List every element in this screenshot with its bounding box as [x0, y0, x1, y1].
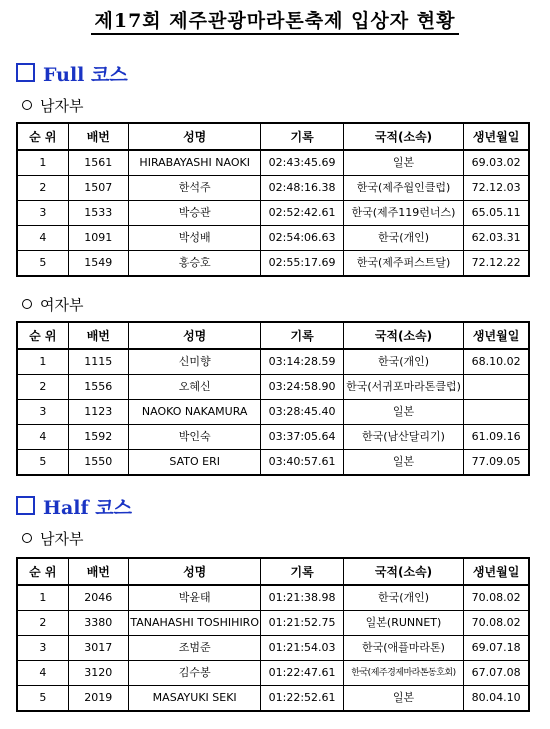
cell-birthdate: 61.09.16 — [464, 425, 529, 450]
cell-birthdate: 72.12.03 — [464, 176, 529, 201]
cell-bib: 2046 — [68, 585, 128, 611]
header-birthdate: 생년월일 — [464, 558, 529, 585]
cell-record: 01:22:52.61 — [261, 686, 343, 712]
cell-name: 신미향 — [128, 349, 261, 375]
cell-bib: 3017 — [68, 636, 128, 661]
cell-bib: 1507 — [68, 176, 128, 201]
cell-name: 오혜신 — [128, 375, 261, 400]
half-men-division: 남자부 — [22, 528, 83, 549]
cell-birthdate: 69.07.18 — [464, 636, 529, 661]
header-birthdate: 생년월일 — [464, 123, 529, 150]
cell-bib: 1091 — [68, 226, 128, 251]
half-course-heading: Half 코스 — [16, 493, 132, 520]
cell-name: 김수봉 — [128, 661, 261, 686]
header-record: 기록 — [261, 322, 343, 349]
cell-rank: 4 — [17, 661, 68, 686]
cell-name: 박승관 — [128, 201, 261, 226]
table-row — [17, 661, 529, 686]
cell-bib: 1533 — [68, 201, 128, 226]
cell-name: MASAYUKI SEKI — [128, 686, 261, 712]
header-bib: 배번 — [68, 322, 128, 349]
cell-birthdate: 77.09.05 — [464, 450, 529, 476]
table-row — [17, 226, 529, 251]
table-row — [17, 425, 529, 450]
cell-birthdate: 65.05.11 — [464, 201, 529, 226]
header-rank: 순 위 — [17, 123, 68, 150]
cell-record: 01:22:47.61 — [261, 661, 343, 686]
cell-bib: 1561 — [68, 150, 128, 176]
table-row — [17, 375, 529, 400]
cell-record: 03:40:57.61 — [261, 450, 343, 476]
full-women-division: 여자부 — [22, 294, 83, 315]
cell-nationality: 일본(RUNNET) — [343, 611, 463, 636]
cell-bib: 1115 — [68, 349, 128, 375]
cell-rank: 4 — [17, 226, 68, 251]
cell-record: 02:48:16.38 — [261, 176, 343, 201]
cell-rank: 2 — [17, 611, 68, 636]
table-row — [17, 176, 529, 201]
header-name: 성명 — [128, 322, 261, 349]
cell-nationality: 일본 — [343, 450, 463, 476]
cell-name: 박성배 — [128, 226, 261, 251]
table-row — [17, 450, 529, 476]
full-men-division: 남자부 — [22, 95, 83, 116]
cell-bib: 2019 — [68, 686, 128, 712]
table-row — [17, 611, 529, 636]
full-men-table — [16, 122, 530, 277]
cell-bib: 3380 — [68, 611, 128, 636]
cell-bib: 1550 — [68, 450, 128, 476]
cell-name: 조범준 — [128, 636, 261, 661]
checkbox-square-icon — [16, 496, 35, 515]
cell-birthdate: 67.07.08 — [464, 661, 529, 686]
header-name: 성명 — [128, 558, 261, 585]
cell-rank: 1 — [17, 150, 68, 176]
table-row — [17, 686, 529, 712]
cell-bib: 1592 — [68, 425, 128, 450]
circle-bullet-icon — [22, 533, 32, 543]
cell-nationality: 일본 — [343, 150, 463, 176]
cell-nationality: 한국(개인) — [343, 349, 463, 375]
header-record: 기록 — [261, 558, 343, 585]
half-men-table — [16, 557, 530, 712]
header-bib: 배번 — [68, 123, 128, 150]
cell-nationality: 한국(제주퍼스트달) — [343, 251, 463, 277]
cell-record: 02:54:06.63 — [261, 226, 343, 251]
circle-bullet-icon — [22, 299, 32, 309]
cell-name: 박윤태 — [128, 585, 261, 611]
header-record: 기록 — [261, 123, 343, 150]
table-row — [17, 636, 529, 661]
cell-nationality: 한국(제주월인클럽) — [343, 176, 463, 201]
cell-nationality: 한국(제주119런너스) — [343, 201, 463, 226]
cell-rank: 5 — [17, 450, 68, 476]
header-nationality: 국적(소속) — [343, 322, 463, 349]
cell-record: 01:21:52.75 — [261, 611, 343, 636]
cell-rank: 4 — [17, 425, 68, 450]
table-header-row — [17, 558, 529, 585]
cell-name: NAOKO NAKAMURA — [128, 400, 261, 425]
table-row — [17, 585, 529, 611]
cell-record: 01:21:38.98 — [261, 585, 343, 611]
cell-record: 02:52:42.61 — [261, 201, 343, 226]
circle-bullet-icon — [22, 100, 32, 110]
cell-birthdate: 72.12.22 — [464, 251, 529, 277]
cell-name: 박인숙 — [128, 425, 261, 450]
cell-record: 02:55:17.69 — [261, 251, 343, 277]
cell-rank: 3 — [17, 201, 68, 226]
header-birthdate: 생년월일 — [464, 322, 529, 349]
page-title: 제17회 제주관광마라톤축제 입상자 현황 — [0, 6, 550, 33]
checkbox-square-icon — [16, 63, 35, 82]
cell-record: 03:37:05.64 — [261, 425, 343, 450]
cell-record: 03:24:58.90 — [261, 375, 343, 400]
cell-name: 홍승호 — [128, 251, 261, 277]
cell-record: 02:43:45.69 — [261, 150, 343, 176]
cell-name: 한석주 — [128, 176, 261, 201]
cell-birthdate — [464, 400, 529, 425]
cell-record: 03:28:45.40 — [261, 400, 343, 425]
table-header-row — [17, 322, 529, 349]
cell-bib: 1549 — [68, 251, 128, 277]
header-nationality: 국적(소속) — [343, 558, 463, 585]
cell-bib: 1123 — [68, 400, 128, 425]
cell-rank: 2 — [17, 176, 68, 201]
header-rank: 순 위 — [17, 558, 68, 585]
full-women-table — [16, 321, 530, 476]
cell-nationality: 일본 — [343, 686, 463, 712]
cell-name: HIRABAYASHI NAOKI — [128, 150, 261, 176]
cell-birthdate — [464, 375, 529, 400]
cell-nationality: 한국(서귀포마라톤클럽) — [343, 375, 463, 400]
cell-bib: 3120 — [68, 661, 128, 686]
cell-birthdate: 69.03.02 — [464, 150, 529, 176]
cell-nationality: 한국(남산달리기) — [343, 425, 463, 450]
cell-nationality: 일본 — [343, 400, 463, 425]
cell-rank: 3 — [17, 400, 68, 425]
cell-rank: 3 — [17, 636, 68, 661]
cell-name: TANAHASHI TOSHIHIRO — [128, 611, 261, 636]
full-course-heading: Full 코스 — [16, 60, 128, 87]
cell-name: SATO ERI — [128, 450, 261, 476]
cell-rank: 5 — [17, 251, 68, 277]
table-row — [17, 400, 529, 425]
cell-birthdate: 80.04.10 — [464, 686, 529, 712]
header-rank: 순 위 — [17, 322, 68, 349]
cell-nationality: 한국(애플마라톤) — [343, 636, 463, 661]
table-row — [17, 349, 529, 375]
cell-record: 03:14:28.59 — [261, 349, 343, 375]
cell-bib: 1556 — [68, 375, 128, 400]
header-bib: 배번 — [68, 558, 128, 585]
cell-birthdate: 68.10.02 — [464, 349, 529, 375]
cell-nationality: 한국(개인) — [343, 585, 463, 611]
table-header-row — [17, 123, 529, 150]
cell-nationality: 한국(개인) — [343, 226, 463, 251]
table-row — [17, 201, 529, 226]
header-nationality: 국적(소속) — [343, 123, 463, 150]
cell-rank: 2 — [17, 375, 68, 400]
cell-rank: 5 — [17, 686, 68, 712]
cell-birthdate: 62.03.31 — [464, 226, 529, 251]
cell-rank: 1 — [17, 585, 68, 611]
cell-nationality: 한국(제주경제마라톤동호회) — [343, 661, 463, 686]
table-row — [17, 150, 529, 176]
header-name: 성명 — [128, 123, 261, 150]
cell-birthdate: 70.08.02 — [464, 585, 529, 611]
table-row — [17, 251, 529, 277]
cell-birthdate: 70.08.02 — [464, 611, 529, 636]
cell-rank: 1 — [17, 349, 68, 375]
cell-record: 01:21:54.03 — [261, 636, 343, 661]
